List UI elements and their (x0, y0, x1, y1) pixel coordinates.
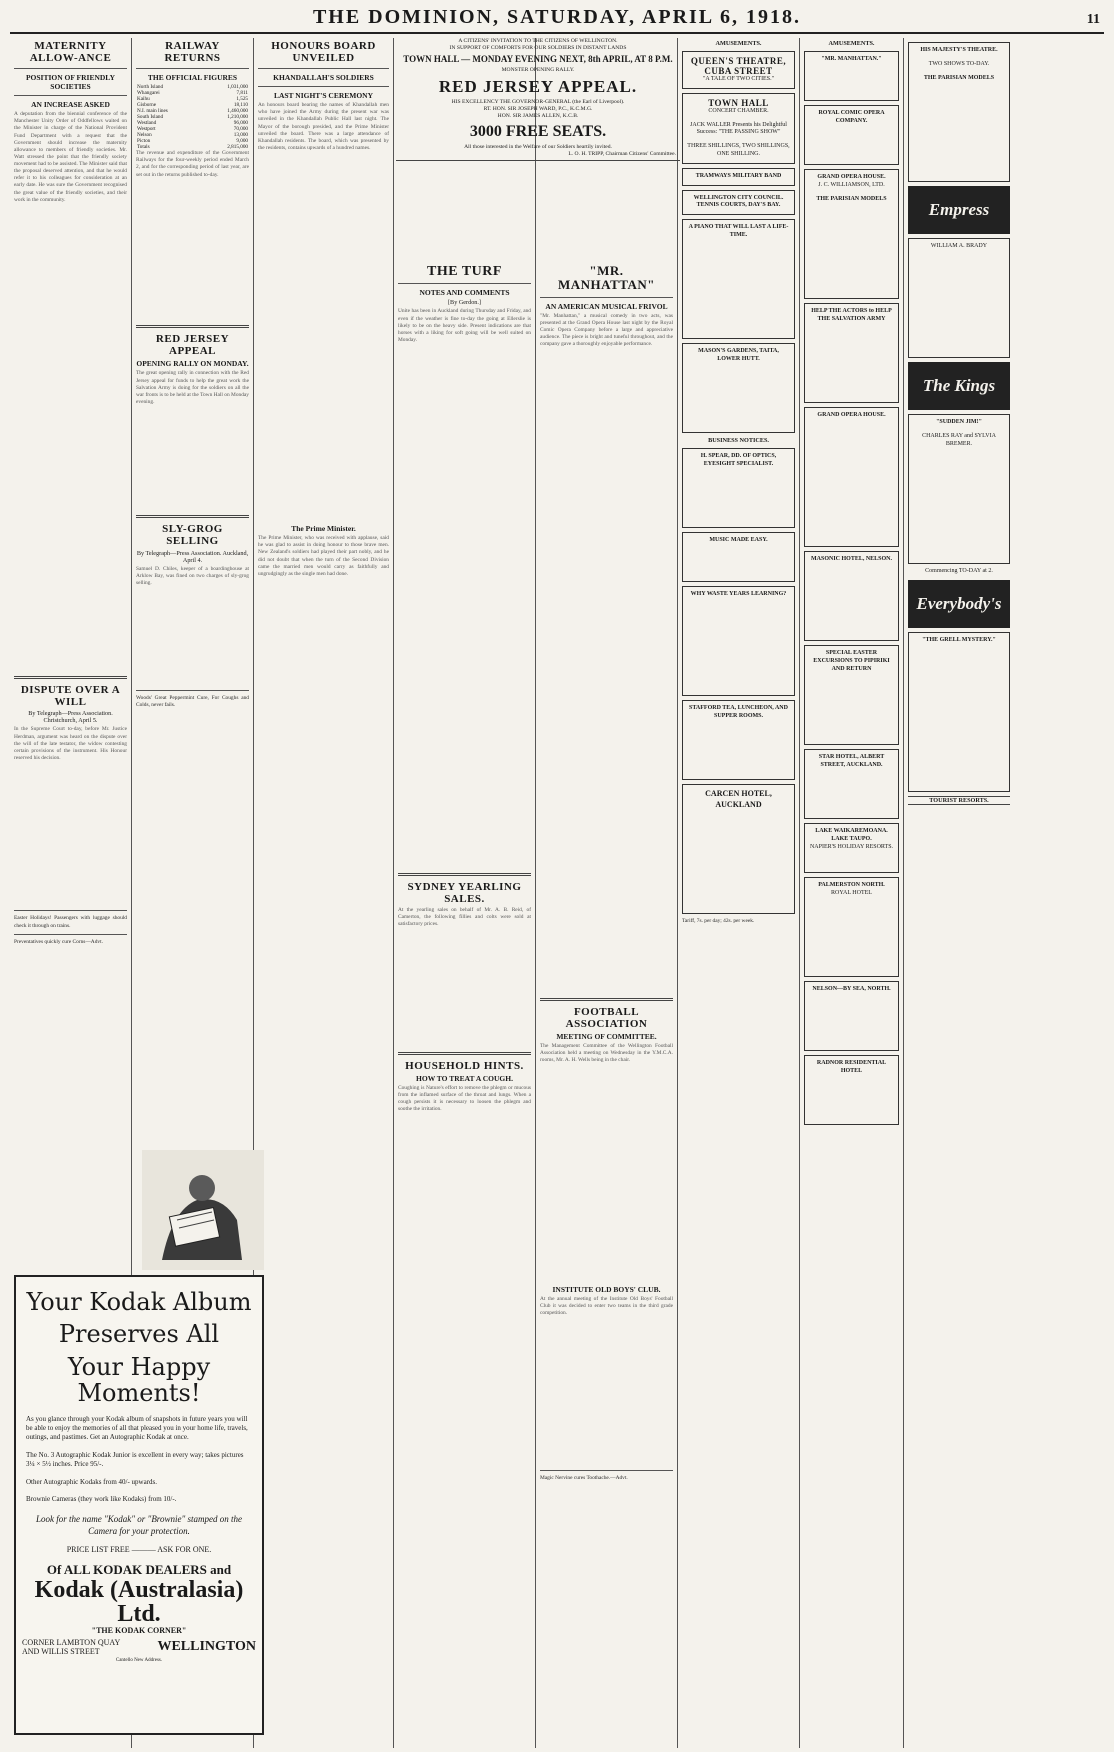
kodak-headline: Your Kodak Album (26, 1288, 252, 1316)
column-4 (394, 38, 536, 1748)
advert-grand-opera (804, 169, 899, 299)
column-8 (904, 38, 1014, 1748)
advert-gardens (682, 343, 795, 433)
table-cell-value: 9,000 (236, 138, 248, 145)
article-body: "Mr. Manhattan," a musical comedy in two acts, was presented at the Grand Opera House last night by the Royal Comic Opera Company before a large and appreciative audience. The piece is bright and tuneful throughout, and the company gave a thoroughly enjoyable performance. (540, 312, 675, 348)
advert-empress (908, 238, 1010, 358)
subhead: AN INCREASE ASKED (31, 100, 110, 110)
advert-heading: TRAMWAYS MILITARY BAND (695, 172, 782, 179)
advert-learning (682, 586, 795, 696)
advert-heading: A PIANO THAT WILL LAST A LIFE-TIME. (688, 224, 789, 238)
table-cell-section: Gisborne (137, 102, 157, 109)
table-cell-section: South Island (137, 114, 164, 121)
table-cell-section: Kaihu (137, 96, 150, 103)
kings-logo: The Kings (908, 362, 1010, 410)
headline-railway: RAILWAY RETURNS (164, 40, 221, 65)
everybodys-logo: Everybody's (908, 580, 1010, 628)
advert-queens-theatre (682, 51, 795, 89)
advert-lakes (804, 823, 899, 873)
advert-line: WILLIAM A. BRADY (930, 243, 988, 249)
advert-line: Preventatives quickly cure Corns—Advt. (14, 938, 103, 945)
advert-kings (908, 414, 1010, 564)
empress-logo: Empress (908, 186, 1010, 234)
table-cell-value: 70,000 (233, 126, 248, 133)
advert-heading: "MR. MANHATTAN." (821, 56, 882, 62)
red-jersey-banner-ad (396, 36, 680, 161)
advert-stafford (682, 700, 795, 780)
advert-nelson (804, 981, 899, 1051)
table-cell-value: 1,210,000 (227, 114, 248, 121)
advert-line: Woods' Great Peppermint Cure, For Coughs and Colds, never fails. (136, 694, 249, 708)
column-6 (678, 38, 800, 1748)
table-cell-value: 18,110 (233, 102, 248, 109)
kodak-item: The No. 3 Autographic Kodak Junior is excellent in every way; takes pictures 3¼ × 5½ inches. Price 95/-. (26, 1450, 244, 1469)
advert-royal-comic (804, 105, 899, 165)
kodak-advert (14, 1275, 264, 1735)
advert-line: CHARLES RAY and SYLVIA BREMER. (922, 432, 996, 447)
advert-piano (682, 219, 795, 339)
advert-heading: TOWN HALL (708, 97, 769, 108)
advert-heading: CARCEN HOTEL, AUCKLAND (705, 789, 772, 809)
advert-line: THREE SHILLINGS, TWO SHILLINGS, ONE SHILLING. (687, 143, 790, 157)
kodak-look: Look for the name "Kodak" or "Brownie" stamped on the Camera for your protection. (35, 1513, 242, 1536)
returns-table (136, 84, 249, 150)
advert-line: J. C. WILLIAMSON, LTD. (818, 181, 885, 188)
advert-line: Tariff, 7s. per day; 42s. per week. (682, 918, 755, 925)
advert-heading: MUSIC MADE EASY. (709, 537, 768, 544)
dateline: By Telegraph—Press Association. Christchurch, April 5. (28, 710, 113, 725)
banner-line: IN SUPPORT OF COMFORTS FOR OUR SOLDIERS IN DISTANT LANDS (449, 44, 627, 51)
section-heading: AMUSEMENTS. (715, 40, 762, 47)
column-3 (254, 38, 394, 1748)
advert-heading: H. SPEAR, DD. OF OPTICS, EYESIGHT SPECIALIST. (700, 453, 777, 467)
advert-tramways (682, 168, 795, 186)
advert-line: ROYAL HOTEL (831, 889, 872, 896)
masthead (10, 6, 1104, 34)
advert-line: "A TALE OF TWO CITIES." (702, 76, 775, 82)
advert-music (682, 532, 795, 582)
table-cell-section: North Island (137, 84, 164, 91)
advert-heading: RADNOR RESIDENTIAL HOTEL (816, 1060, 887, 1074)
kodak-dealers: Of ALL KODAK DEALERS and (46, 1561, 232, 1577)
advert-heading: HIS MAJESTY'S THEATRE. (920, 47, 998, 53)
advert-town-hall (682, 93, 795, 164)
advert-line: THE PARISIAN MODELS (923, 74, 995, 81)
advert-tennis (682, 190, 795, 216)
advert-heading: HELP THE ACTORS to HELP THE SALVATION ARMY (811, 308, 892, 322)
advert-line: THE PARISIAN MODELS (816, 195, 887, 202)
banner-signature: L. O. H. TRIPP, Chairman Citizens' Committee. (568, 151, 676, 158)
subhead: INSTITUTE OLD BOYS' CLUB. (552, 1284, 661, 1294)
headline-red-jersey: RED JERSEY APPEAL (155, 333, 230, 358)
advert-heading: QUEEN'S THEATRE, CUBA STREET (690, 56, 787, 76)
banner-line: A CITIZENS' INVITATION TO THE CITIZENS OF WELLINGTON. (458, 38, 618, 44)
kodak-city: WELLINGTON (157, 1638, 256, 1654)
section-heading: AMUSEMENTS. (828, 40, 875, 47)
column-7 (800, 38, 904, 1748)
table-cell-section: N.I. main lines (137, 108, 168, 115)
advert-heading: MASONIC HOTEL, NELSON. (810, 556, 892, 562)
advert-heading: ROYAL COMIC OPERA COMPANY. (818, 110, 885, 124)
article-body: In the Supreme Court to-day, before Mr. Justice Herdman, argument was heard on the dispute over the will of the late testator, the widow contesting certain provisions of the instrument. His Honour reserved his decision. (14, 726, 129, 761)
subhead: OPENING RALLY ON MONDAY. (136, 359, 249, 369)
subhead: AN AMERICAN MUSICAL FRIVOL (545, 301, 668, 311)
masthead-title: THE DOMINION, SATURDAY, APRIL 6, 1918. (312, 6, 802, 28)
banner-free-seats: 3000 FREE SEATS. (469, 123, 607, 141)
section-heading: BUSINESS NOTICES. (708, 437, 769, 445)
advert-radnor (804, 1055, 899, 1125)
banner-line: All those interested in the Welfare of our Soldiers heartily invited. (464, 144, 612, 151)
article-body: The Management Committee of the Wellington Football Association held a meeting on Wednesday in the Y.M.C.A. rooms, Mr. A. H. Wells being in the chair. (540, 1042, 675, 1064)
table-cell-value: 7,811 (236, 90, 248, 97)
advert-heading: WHY WASTE YEARS LEARNING? (690, 591, 787, 598)
banner-line: HIS EXCELLENCY THE GOVERNOR-GENERAL (the Earl of Liverpool). (451, 99, 625, 106)
subhead: NOTES AND COMMENTS (419, 288, 510, 298)
advert-heading: STAFFORD TEA, LUNCHEON, AND SUPPER ROOMS. (689, 705, 788, 719)
advert-line: CONCERT CHAMBER. (708, 107, 769, 114)
advert-heading: "THE GRELL MYSTERY." (922, 636, 996, 643)
article-body: An honours board bearing the names of Khandallah men who have joined the Army during the present war was unveiled in the Khandallah Public Hall last night. The Mayor of the borough presided, and the Prime Minister unveiled the board. There was a large attendance of Khandallah residents. The board, which was presented by the residents, contains upwards of a hundred names. (258, 102, 391, 151)
table-cell-section: Westland (137, 120, 157, 127)
table-cell-section: Westport (137, 126, 156, 133)
kodak-price: PRICE LIST FREE ——— ASK FOR ONE. (66, 1544, 212, 1554)
subhead: THE OFFICIAL FIGURES (147, 73, 238, 83)
dateline: By Telegraph—Press Association. Auckland, April 4. (136, 549, 249, 564)
article-body: The revenue and expenditure of the Government Railways for the four-weekly period ended March 2, and for the corresponding period of last year, are set out in the returns published to-day. (136, 150, 251, 178)
kodak-headline: Your Happy Moments! (67, 1352, 211, 1408)
advert-heading: GRAND OPERA HOUSE. (817, 412, 886, 418)
table-cell-section: Picton (137, 138, 151, 145)
advert-line: TWO SHOWS TO-DAY. (928, 60, 990, 67)
table-cell-value: 1,460,000 (227, 108, 248, 115)
kodak-corner: "THE KODAK CORNER" (91, 1625, 187, 1635)
advert-heading: STAR HOTEL, ALBERT STREET, AUCKLAND. (818, 754, 885, 768)
advert-line: JACK WALLER Presents his Delightful Success: "THE PASSING SHOW" (690, 121, 787, 136)
advert-star-hotel (804, 749, 899, 819)
headline-maternity: MATERNITY ALLOW-ANCE (29, 40, 112, 65)
headline-sly-grog: SLY-GROG SELLING (162, 523, 223, 548)
byline: [By Gerdon.] (448, 299, 481, 307)
headline-household: HOUSEHOLD HINTS. (405, 1059, 524, 1072)
headline-honours: HONOURS BOARD UNVEILED (271, 40, 376, 65)
advert-heading: WELLINGTON CITY COUNCIL. TENNIS COURTS, DAY'S BAY. (693, 194, 784, 209)
headline-football: FOOTBALL ASSOCIATION (565, 1005, 648, 1030)
advert-line: Commencing TO-DAY at 2. (925, 568, 993, 574)
kodak-credit: Cantello New Address. (115, 1657, 163, 1663)
advert-spear (682, 448, 795, 528)
table-cell-value: 1,525 (236, 96, 248, 103)
kodak-item: Brownie Cameras (they work like Kodaks) from 10/-. (26, 1495, 177, 1504)
headline-turf: THE TURF (427, 264, 502, 279)
kodak-body: As you glance through your Kodak album of snapshots in future years you will be able to enjoy the memories of all that pleased you in your home life, travels, outings, and pastimes. Get an Autographic Kodak at once. (26, 1414, 248, 1442)
table-cell-section: Totals (137, 144, 150, 151)
subhead: The Prime Minister. (291, 524, 356, 534)
notice: Easter Holidays! Passengers with luggage should check it through on trains. (14, 915, 127, 929)
advert-his-majestys (908, 42, 1010, 182)
article-body: Unite has been in Auckland during Thursday and Friday, and even if the weather is fine to-day the going at Ellerslie is likely to be on the heavy side. Present indications are that horses with a liking for soft going will be well suited on Monday. (398, 308, 533, 343)
advert-heading: SPECIAL EASTER EXCURSIONS TO PIPIRIKI AND RETURN (813, 650, 890, 672)
headline-will: DISPUTE OVER A WILL (20, 684, 121, 709)
article-body: At the yearling sales on behalf of Mr. A. B. Reid, of Camerton, the following fillies and colts were sold at satisfactory prices. (398, 906, 533, 927)
subhead: KHANDALLAH'S SOLDIERS (273, 73, 374, 83)
subhead: HOW TO TREAT A COUGH. (416, 1073, 513, 1083)
advert-help-actors (804, 303, 899, 403)
table-cell-value: 2,815,000 (227, 144, 248, 151)
advert-manhattan (804, 51, 899, 101)
kodak-headline: Preserves All (58, 1320, 220, 1349)
banner-heading: RED JERSEY APPEAL. (438, 77, 638, 97)
banner-line: HON. SIR JAMES ALLEN, K.C.B. (497, 113, 579, 120)
article-body: Samuel D. Chiles, keeper of a boardinghouse at Arklow Bay, was fined on two charges of sly-grog selling. (136, 565, 251, 586)
article-body: Coughing is Nature's effort to remove the phlegm or mucous from the inflamed surface of the throat and lungs. When a cough persists it is necessary to loosen the phlegm and soothe the irritation. (398, 1084, 533, 1113)
subhead: MEETING OF COMMITTEE. (556, 1031, 657, 1041)
reading-figure-illustration (142, 1150, 264, 1270)
advert-masonic (804, 551, 899, 641)
advert-palmerston (804, 877, 899, 977)
subhead: LAST NIGHT'S CEREMONY (273, 91, 374, 101)
advert-carcen (682, 784, 795, 914)
table-cell-value: 1,031,000 (227, 84, 248, 91)
table-cell-section: Whangarei (137, 90, 160, 97)
banner-line: TOWN HALL — MONDAY EVENING NEXT, 8th APRIL, AT 8 P.M. (403, 53, 673, 64)
kodak-address: CORNER LAMBTON QUAY AND WILLIS STREET (22, 1637, 120, 1656)
banner-line: MONSTER OPENING RALLY. (501, 67, 575, 74)
kodak-brand: Kodak (Australasia) Ltd. (34, 1576, 244, 1627)
advert-heading: MASON'S GARDENS, TAITA, LOWER HUTT. (698, 348, 779, 362)
article-body: A deputation from the biennial conference of the Manchester Unity Order of Oddfellows waited on the Minister in charge of the National Provident Fund Department with a request that the Government should increase the maternity allowance to members of friendly societies. Mr. Watt stressed the point that the friendly society movement had to be assisted. The Minister said that the proposal deserved attention, and that he would refer it to his colleagues for consideration at an early date. He was sure the Government recognised the great value of the friendly societies, and their work in the community. (14, 111, 129, 203)
headline-yearling: SYDNEY YEARLING SALES. (407, 881, 522, 906)
advert-heading: LAKE WAIKAREMOANA. LAKE TAUPO. (815, 828, 888, 842)
column-5 (536, 38, 678, 1748)
advert-line: NAPIER'S HOLIDAY RESORTS. (809, 843, 894, 850)
banner-line: RT. HON. SIR JOSEPH WARD, P.C., K.C.M.G. (483, 106, 593, 113)
advert-everybodys (908, 632, 1010, 792)
section-heading: TOURIST RESORTS. (908, 796, 1010, 805)
kodak-item: Other Autographic Kodaks from 40/- upwards. (26, 1477, 158, 1486)
advert-heading: "SUDDEN JIM!" (936, 419, 982, 425)
table-cell-value: 13,000 (233, 132, 248, 139)
headline-manhattan: "MR. MANHATTAN" (558, 263, 655, 293)
article-body: At the annual meeting of the Institute Old Boys' Football Club it was decided to enter two teams in the third grade competition. (540, 1295, 675, 1317)
page-number: 11 (1086, 12, 1100, 27)
advert-grand-opera-2 (804, 407, 899, 547)
article-body: The great opening rally in connection with the Red Jersey appeal for funds to help the great work the Salvation Army is doing for the soldiers on all the war fronts is to be held at the Town Hall on Monday evening. (136, 370, 251, 405)
advert-pipiriki (804, 645, 899, 745)
table-cell-section: Nelson (137, 132, 152, 139)
advert-heading: GRAND OPERA HOUSE. (817, 174, 886, 180)
advert-heading: PALMERSTON NORTH. (818, 882, 885, 888)
article-body: The Prime Minister, who was received with applause, said he was glad to assist in doing honour to those brave men. New Zealand's soldiers had played their part nobly, and he did not doubt that when the turn of the Second Division came the married men would carry as faithfully and ungrudgingly as the single men had done. (258, 535, 391, 577)
advert-heading: NELSON—BY SEA, NORTH. (812, 986, 891, 992)
subhead: POSITION OF FRIENDLY SOCIETIES (25, 73, 116, 92)
advert-line: Magic Nervine cures Toothache.—Advt. (540, 1474, 628, 1481)
table-cell-value: 96,000 (233, 120, 248, 127)
